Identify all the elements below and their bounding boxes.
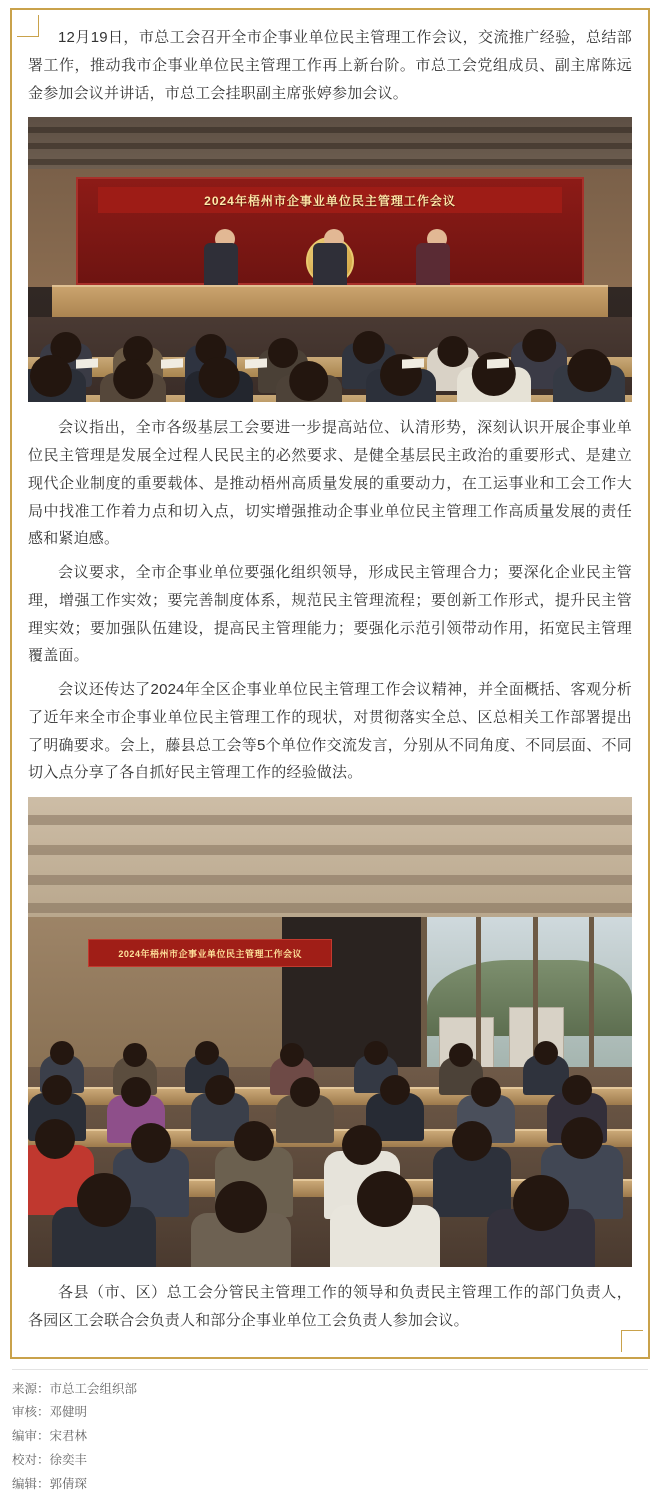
photo2-attendee: [433, 1147, 511, 1217]
photo1-ceiling: [28, 117, 632, 169]
photo1-speaker-body: [204, 243, 238, 287]
article-paragraph-1: 12月19日，市总工会召开全市企事业单位民主管理工作会议，交流推广经验，总结部署工作，推动我市企事业单位民主管理工作再上新台阶。市总工会党组成员、副主席陈远金参加会议并讲话，市总工会挂职副主席张婷参加会议。: [28, 24, 632, 107]
figure-stage-meeting: [28, 117, 632, 402]
photo1-speaker-body: [313, 243, 347, 287]
source-block: [12, 1369, 648, 1496]
source-line-origin: 来源：市总工会组织部: [12, 1378, 648, 1402]
source-line-proofreader: 校对：徐奕丰: [12, 1449, 648, 1473]
source-line-review: 审核：邓健明: [12, 1401, 648, 1425]
article-paragraph-4: 会议还传达了2024年全区企事业单位民主管理工作会议精神，并全面概括、客观分析了近年来全市企事业单位民主管理工作的现状，对贯彻落实全总、区总相关工作部署提出了明确要求。会上，藤县总工会等5个单位作交流发言，分别从不同角度、不同层面、不同切入点分享了各自抓好民主管理工作的经验做法。: [28, 676, 632, 787]
photo1-speaker-body: [416, 243, 450, 287]
photo1-rostrum-table: [52, 285, 608, 319]
photo1-audience-area: [28, 317, 632, 402]
photo2-attendee: [276, 1095, 334, 1143]
photo1-attendee: [457, 367, 531, 402]
photo2-attendee-front: [330, 1205, 440, 1267]
source-line-editor: 编辑：郭倩琛: [12, 1473, 648, 1496]
photo2-banner-text: 2024年梧州市企事业单位民主管理工作会议: [88, 939, 332, 967]
source-line-editor-in-chief: 编审：宋君林: [12, 1425, 648, 1449]
article-paragraph-5: 各县（市、区）总工会分管民主管理工作的领导和负责民主管理工作的部门负责人，各园区工会联合会负责人和部分企事业单位工会负责人参加会议。: [28, 1279, 632, 1335]
photo1-attendee: [28, 369, 86, 402]
photo1-attendee: [553, 365, 625, 402]
photo-stage-meeting: [28, 117, 632, 402]
photo1-attendee: [185, 371, 253, 402]
frame-corner-top-right-icon: [622, 8, 650, 36]
decorative-frame: [10, 8, 650, 1359]
photo1-attendee: [100, 373, 166, 402]
figure-conference-hall: [28, 797, 632, 1267]
article-paragraph-3: 会议要求，全市企事业单位要强化组织领导，形成民主管理合力；要深化企业民主管理，增强工作实效；要完善制度体系，规范民主管理流程；要创新工作形式，提升民主管理实效；要加强队伍建设，提高民主管理能力；要强化示范引领带动作用，拓宽民主管理覆盖面。: [28, 559, 632, 670]
photo2-attendee-front: [52, 1207, 156, 1267]
photo2-audience-area: [28, 1067, 632, 1267]
article-page: [0, 8, 660, 1496]
photo1-banner-text: 2024年梧州市企事业单位民主管理工作会议: [98, 187, 561, 213]
photo1-attendee: [366, 369, 436, 402]
article-paragraph-2: 会议指出，全市各级基层工会要进一步提高站位、认清形势，深刻认识开展企事业单位民主管理是发展全过程人民民主的必然要求、是健全基层民主政治的重要形式、是建立现代企业制度的重要载体、是推动梧州高质量发展的重要动力，在工运事业和工会工作大局中找准工作着力点和切入点，切实增强推动企事业单位民主管理工作高质量发展的责任感和紧迫感。: [28, 414, 632, 553]
photo-conference-hall: [28, 797, 632, 1267]
photo2-attendee-front: [191, 1213, 291, 1267]
photo1-attendee: [276, 375, 342, 402]
frame-corner-bottom-left-icon: [10, 1331, 38, 1359]
photo2-ceiling: [28, 797, 632, 917]
photo2-attendee-front: [487, 1209, 595, 1267]
